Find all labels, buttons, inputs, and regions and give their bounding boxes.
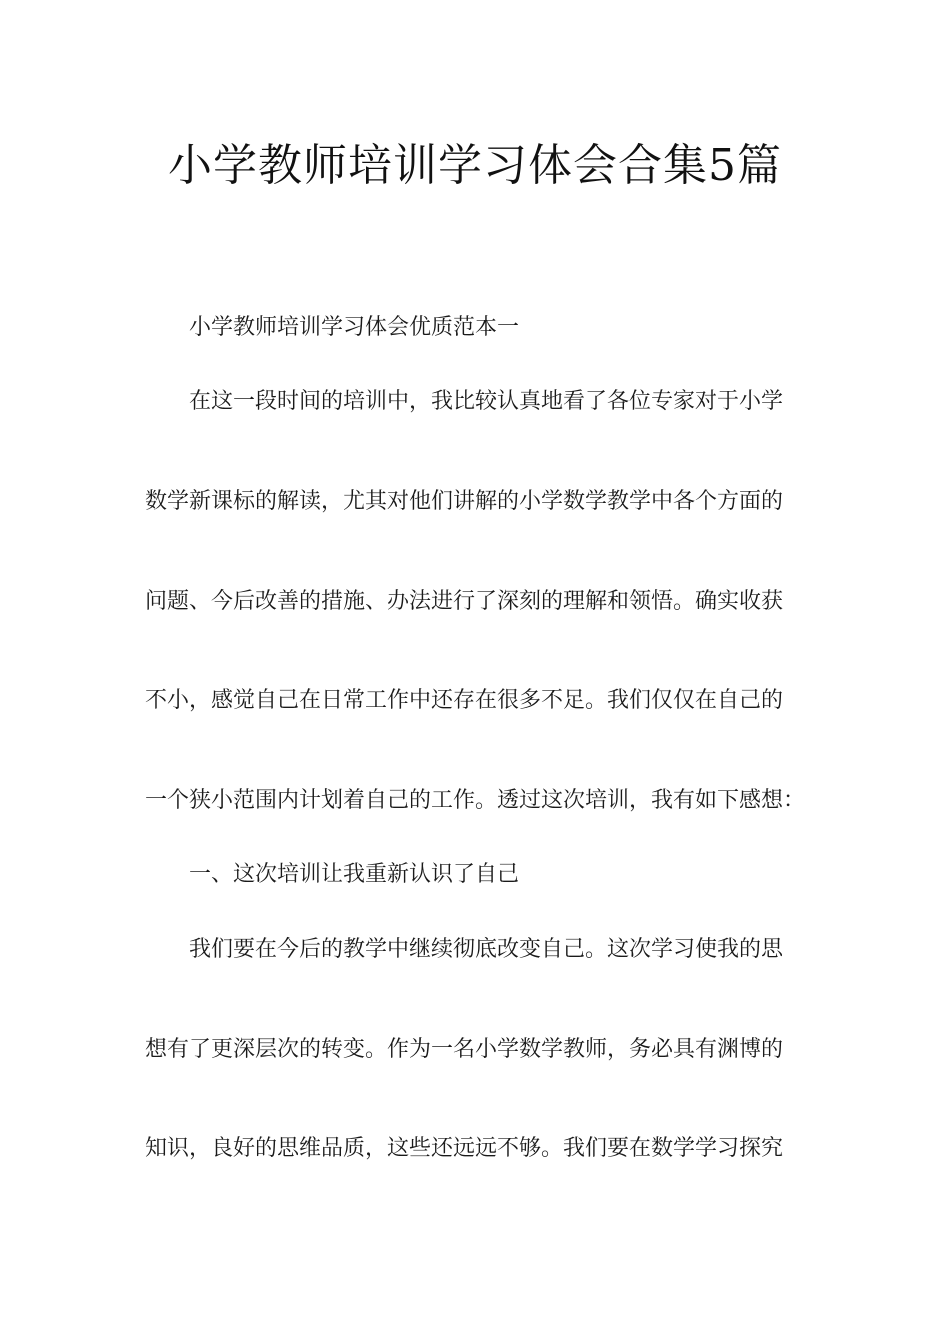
paragraph-line: 问题、今后改善的措施、办法进行了深刻的理解和领悟。确实收获 <box>145 589 784 614</box>
paragraph-line: 在这一段时间的培训中，我比较认真地看了各位专家对于小学 <box>189 389 784 414</box>
paragraph-line: 不小，感觉自己在日常工作中还存在很多不足。我们仅仅在自己的 <box>145 688 784 713</box>
section-heading: 一、这次培训让我重新认识了自己 <box>189 862 520 887</box>
paragraph-line: 数学新课标的解读，尤其对他们讲解的小学数学教学中各个方面的 <box>145 489 784 514</box>
paragraph-line: 一个狭小范围内计划着自己的工作。透过这次培训，我有如下感想： <box>145 788 806 813</box>
paragraph-line: 想有了更深层次的转变。作为一名小学数学教师，务必具有渊博的 <box>145 1037 784 1062</box>
document-title: 小学教师培训学习体会合集5篇 <box>168 140 782 191</box>
section-heading: 小学教师培训学习体会优质范本一 <box>189 315 520 340</box>
paragraph-line: 我们要在今后的教学中继续彻底改变自己。这次学习使我的思 <box>189 937 784 962</box>
paragraph-line: 知识，良好的思维品质，这些还远远不够。我们要在数学学习探究 <box>145 1136 784 1161</box>
